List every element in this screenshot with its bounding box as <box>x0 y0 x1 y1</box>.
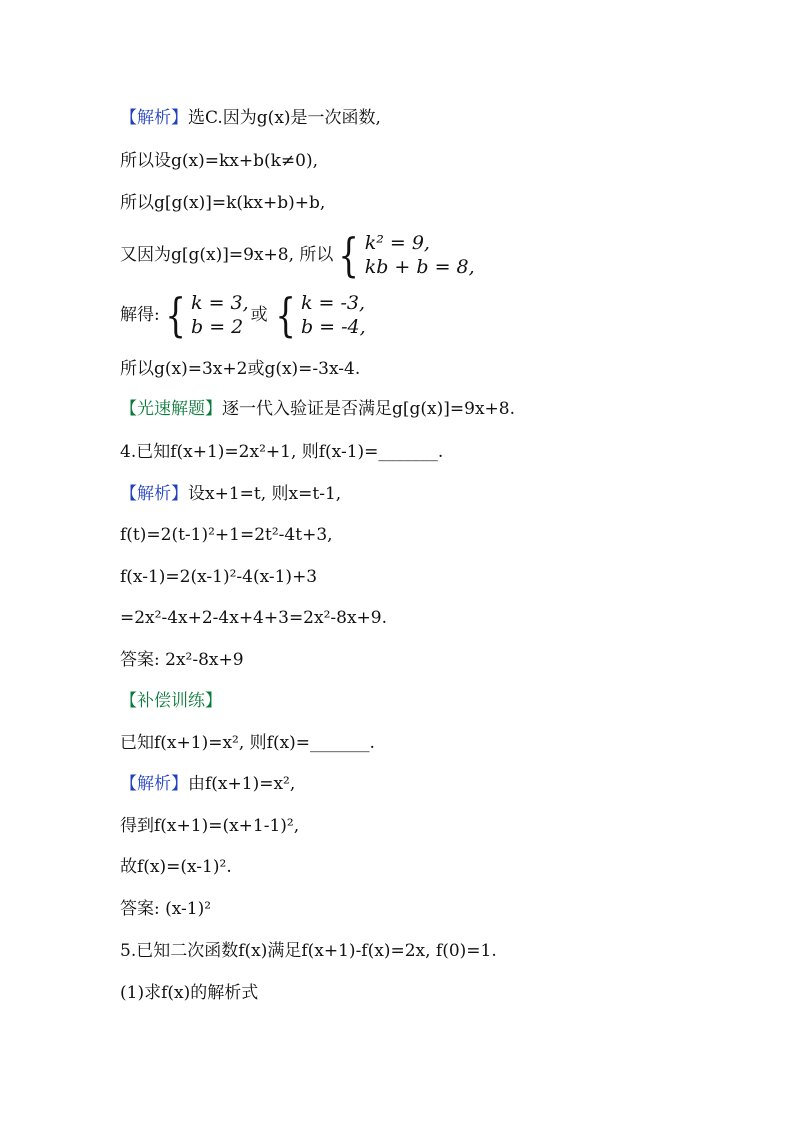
line-system <box>120 230 475 280</box>
solution-system-1 <box>160 288 249 342</box>
answer-compensation: 答案: (x-1)² <box>120 899 212 919</box>
compensation-tag: 【补偿训练】 <box>120 691 222 711</box>
solution-1-b: b = 2 <box>191 316 244 338</box>
line-quick-solve <box>120 398 515 420</box>
solution-tag: 【解析】 <box>120 774 188 794</box>
quick-solve-text: 逐一代入验证是否满足g[g(x)]=9x+8. <box>222 399 515 419</box>
solution-system-2 <box>270 288 366 342</box>
line-therefore: 故f(x)=(x-1)². <box>120 857 232 877</box>
quick-solve-tag: 【光速解题】 <box>120 399 222 419</box>
solution-tag: 【解析】 <box>120 108 188 128</box>
question-5-part-1: (1)求f(x)的解析式 <box>120 983 259 1003</box>
solution-2-k: k = -3, <box>300 292 365 314</box>
line-ft: f(t)=2(t-1)²+1=2t²-4t+3, <box>120 525 333 545</box>
left-brace: { <box>275 288 296 342</box>
compensation-question: 已知f(x+1)=x², 则f(x)=_______. <box>120 733 375 753</box>
solution-text: 由f(x+1)=x², <box>188 774 296 794</box>
solution-1-k: k = 3, <box>191 292 249 314</box>
system-lead: 又因为g[g(x)]=9x+8, 所以 <box>120 245 334 265</box>
equation-2: kb + b = 8, <box>364 256 475 278</box>
or-label: 或 <box>250 305 268 325</box>
line-compose: 所以g[g(x)]=k(kx+b)+b, <box>120 193 326 213</box>
line-solution-4 <box>120 483 341 505</box>
solution-tag: 【解析】 <box>120 484 188 504</box>
solution-2-b: b = -4, <box>300 316 366 338</box>
equation-system <box>333 228 475 282</box>
line-derive: 得到f(x+1)=(x+1-1)², <box>120 816 300 836</box>
left-brace: { <box>338 228 360 282</box>
equation-1: k² = 9, <box>364 232 430 254</box>
solution-text: 选C.因为g(x)是一次函数, <box>188 108 381 128</box>
left-brace: { <box>165 288 186 342</box>
solve-label: 解得: <box>120 305 160 325</box>
line-compensation <box>120 690 222 712</box>
line-result: 所以g(x)=3x+2或g(x)=-3x-4. <box>120 359 361 379</box>
line-solutions <box>120 290 366 340</box>
line-solution-comp <box>120 773 295 795</box>
line-fx-1: f(x-1)=2(x-1)²-4(x-1)+3 <box>120 567 318 587</box>
question-4: 4.已知f(x+1)=2x²+1, 则f(x-1)=_______. <box>120 442 444 462</box>
question-5: 5.已知二次函数f(x)满足f(x+1)-f(x)=2x, f(0)=1. <box>120 941 497 961</box>
solution-text: 设x+1=t, 则x=t-1, <box>188 484 342 504</box>
line-set-linear: 所以设g(x)=kx+b(k≠0), <box>120 151 319 171</box>
answer-4: 答案: 2x²-8x+9 <box>120 650 244 670</box>
line-solution-intro <box>120 107 381 129</box>
line-expand: =2x²-4x+2-4x+4+3=2x²-8x+9. <box>120 608 388 628</box>
